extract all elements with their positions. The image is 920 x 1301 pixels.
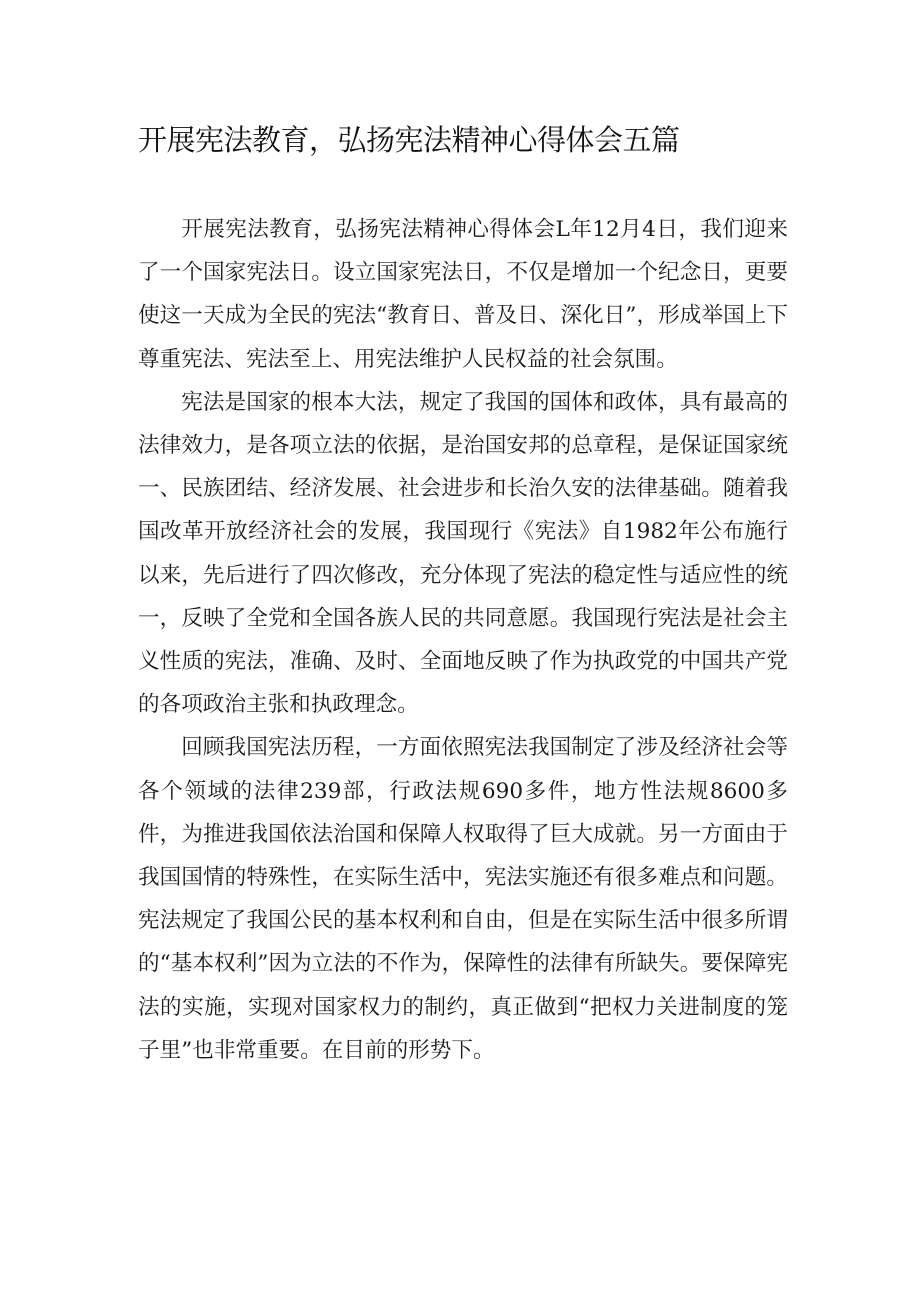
paragraph-1: 开展宪法教育，弘扬宪法精神心得体会L年12月4日，我们迎来了一个国家宪法日。设立国家宪法日，不仅是增加一个纪念日，更要使这一天成为全民的宪法“教育日、普及日、深化日”，形成举国上下尊重宪法、宪法至上、用宪法维护人民权益的社会氛围。	[138, 217, 788, 372]
paragraph-2: 宪法是国家的根本大法，规定了我国的国体和政体，具有最高的法律效力，是各项立法的依据，是治国安邦的总章程，是保证国家统一、民族团结、经济发展、社会进步和长治久安的法律基础。随着我国改革开放经济社会的发展，我国现行《宪法》自1982年公布施行以来，先后进行了四次修改，充分体现了宪法的稳定性与适应性的统一，反映了全党和全国各族人民的共同意愿。我国现行宪法是社会主义性质的宪法，准确、及时、全面地反映了作为执政党的中国共产党的各项政治主张和执政理念。	[138, 389, 788, 718]
document-title: 开展宪法教育，弘扬宪法精神心得体会五篇	[138, 123, 680, 157]
paragraph-3: 回顾我国宪法历程，一方面依照宪法我国制定了涉及经济社会等各个领域的法律239部，行政法规690多件，地方性法规8600多件，为推进我国依法治国和保障人权取得了巨大成就。另一方面由于我国国情的特殊性，在实际生活中，宪法实施还有很多难点和问题。宪法规定了我国公民的基本权利和自由，但是在实际生活中很多所谓的“基本权利”因为立法的不作为，保障性的法律有所缺失。要保障宪法的实施，实现对国家权力的制约，真正做到“把权力关进制度的笼子里”也非常重要。在目前的形势下。	[138, 735, 788, 1063]
document-body	[138, 208, 788, 1072]
